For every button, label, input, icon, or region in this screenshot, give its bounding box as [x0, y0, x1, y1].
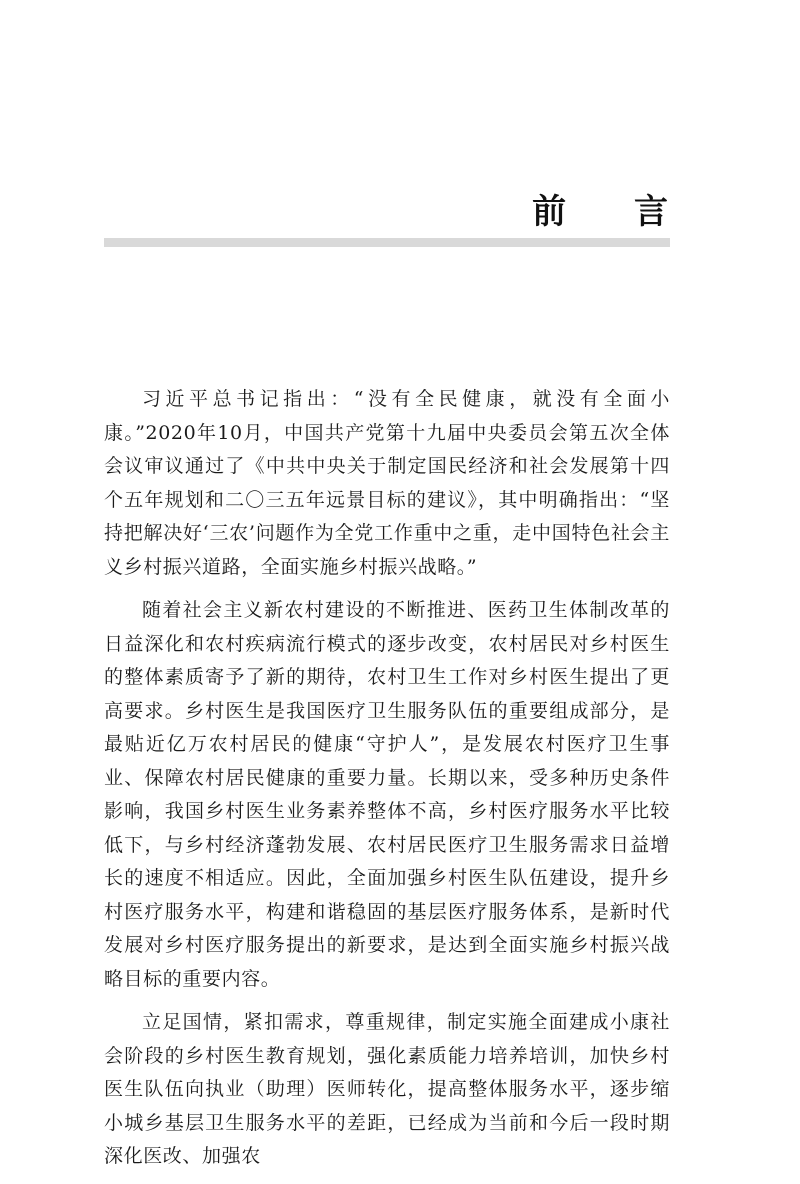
paragraph-2: 随着社会主义新农村建设的不断推进、医药卫生体制改革的日益深化和农村疾病流行模式的逐步改变，农村居民对乡村医生的整体素质寄予了新的期待，农村卫生工作对乡村医生提出了更高要求。乡村医生是我国医疗卫生服务队伍的重要组成部分，是最贴近亿万农村居民的健康“守护人”，是发展农村医疗卫生事业、保障农村居民健康的重要力量。长期以来，受多种历史条件影响，我国乡村医生业务素养整体不高，乡村医疗服务水平比较低下，与乡村经济蓬勃发展、农村居民医疗卫生服务需求日益增长的速度不相适应。因此，全面加强乡村医生队伍建设，提升乡村医疗服务水平，构建和谐稳固的基层医疗服务体系，是新时代发展对乡村医疗服务提出的新要求，是达到全面实施乡村振兴战略目标的重要内容。 — [104, 599, 670, 990]
paragraph-3: 立足国情，紧扣需求，尊重规律，制定实施全面建成小康社会阶段的乡村医生教育规划，强化素质能力培养培训，加快乡村医生队伍向执业（助理）医师转化，提高整体服务水平，逐步缩小城乡基层卫生服务水平的差距，已经成为当前和今后一段时期深化医改、加强农 — [104, 1011, 670, 1167]
page-title: 前 言 — [532, 192, 696, 232]
preface-body — [104, 383, 670, 1184]
title-divider — [104, 238, 670, 247]
paragraph-1: 习近平总书记指出：“没有全民健康，就没有全面小康。”2020年10月，中国共产党第十九届中央委员会第五次全体会议审议通过了《中共中央关于制定国民经济和社会发展第十四个五年规划和二〇三五年远景目标的建议》，其中明确指出：“坚持把解决好‘三农’问题作为全党工作重中之重，走中国特色社会主义乡村振兴道路，全面实施乡村振兴战略。” — [104, 388, 670, 578]
